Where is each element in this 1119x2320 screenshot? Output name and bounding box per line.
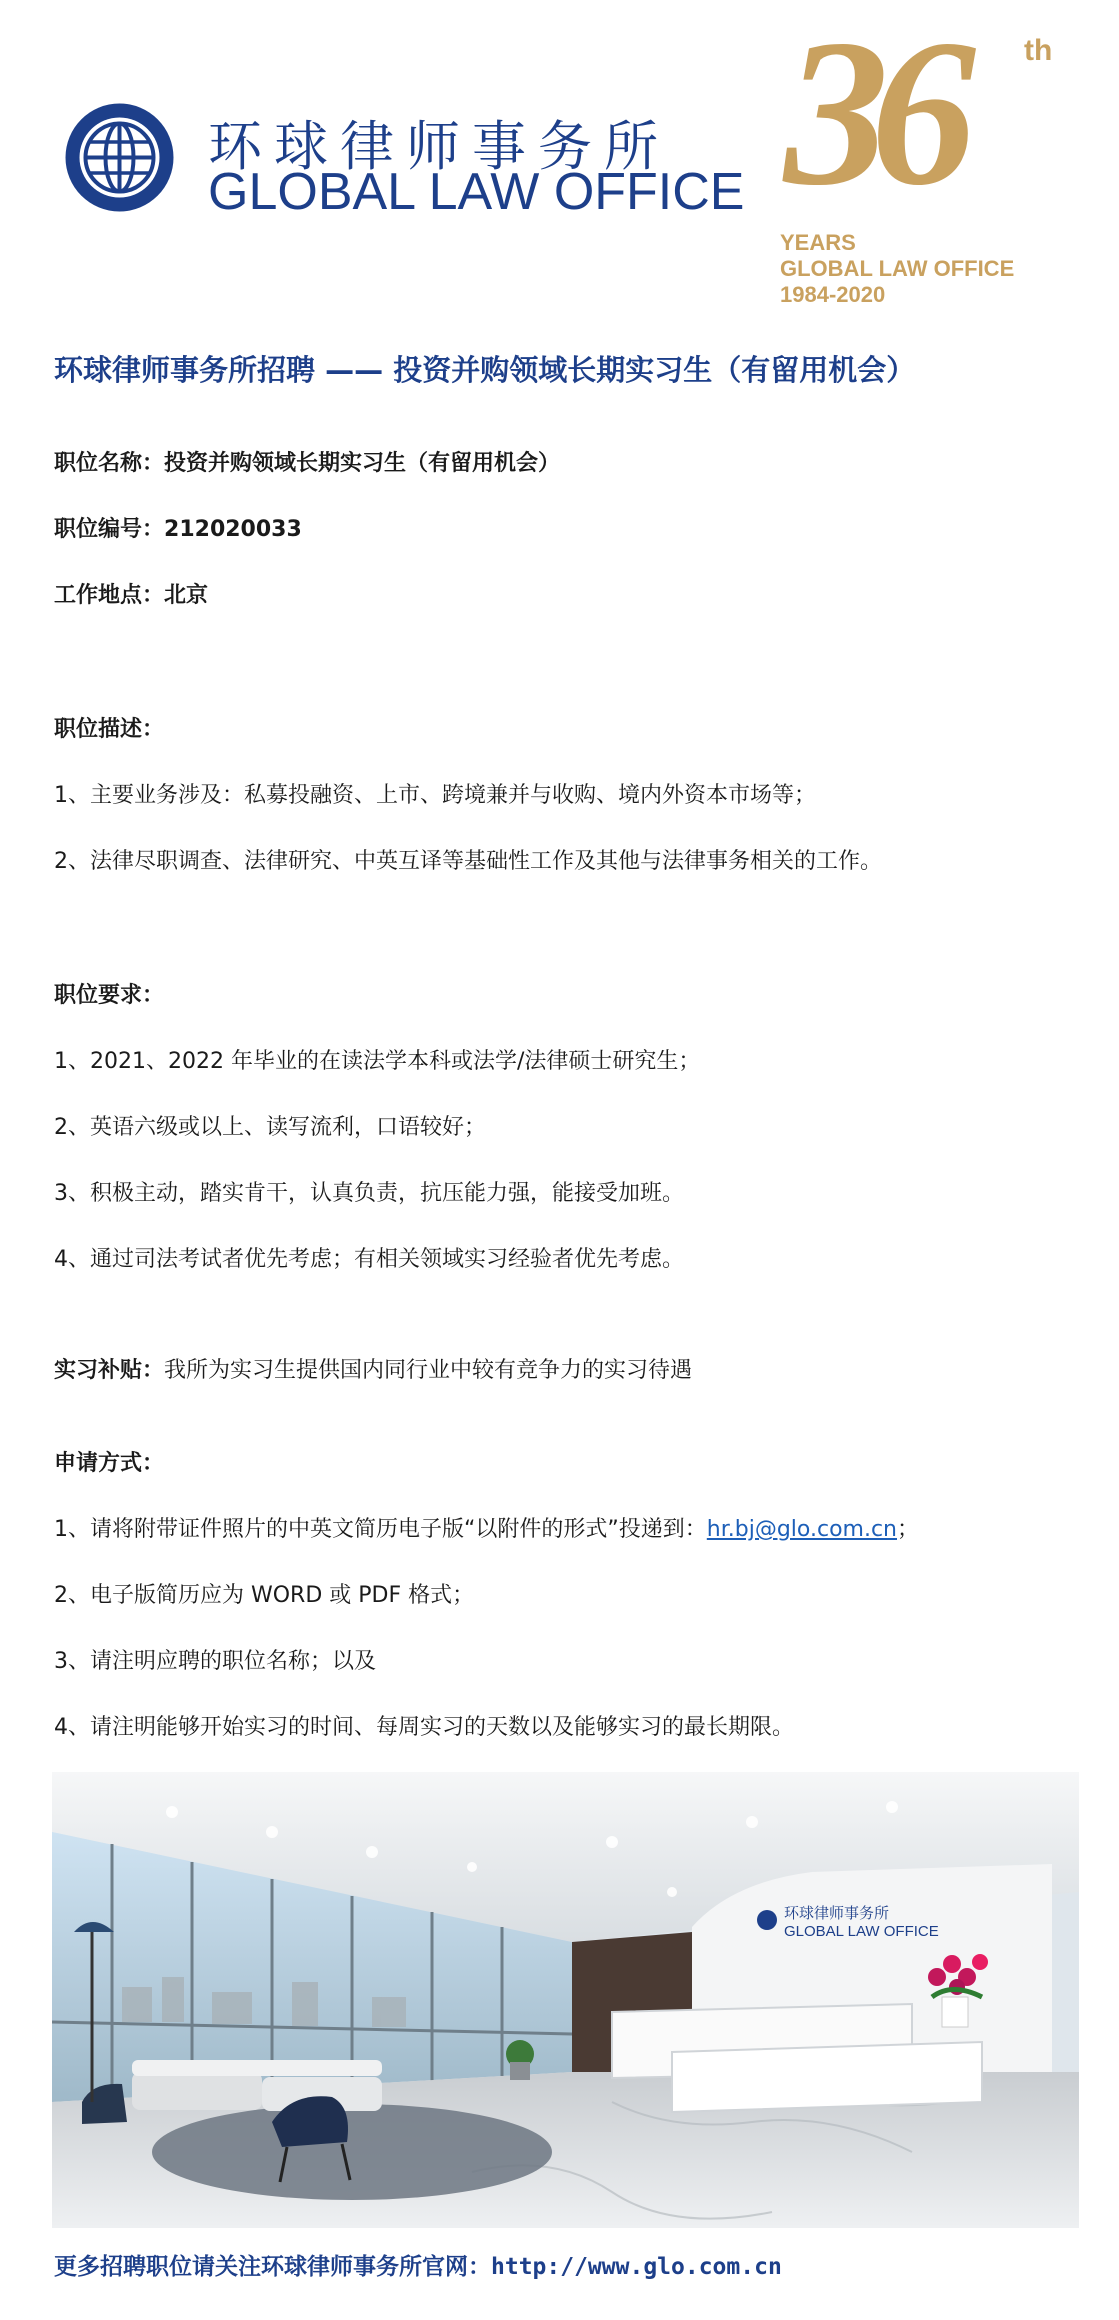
website-link[interactable]: http://www.glo.com.cn — [491, 2254, 782, 2280]
position-number-label: 职位编号： — [54, 517, 165, 542]
application-item: 2、电子版简历应为 WORD 或 PDF 格式； — [54, 1583, 475, 1608]
subsidy-value: 我所为实习生提供国内同行业中较有竞争力的实习待遇 — [164, 1358, 693, 1383]
footer-text: 更多招聘职位请关注环球律师事务所官网： — [54, 2254, 491, 2280]
work-location — [54, 578, 208, 609]
application-heading: 申请方式： — [54, 1451, 165, 1476]
globe-logo-icon — [62, 100, 177, 215]
description-item: 2、法律尽职调查、法律研究、中英互译等基础性工作及其他与法律事务相关的工作。 — [54, 849, 882, 874]
position-number — [54, 512, 302, 543]
requirement-item: 4、通过司法考试者优先考虑；有相关领域实习经验者优先考虑。 — [54, 1247, 684, 1272]
email-link[interactable]: hr.bj@glo.com.cn — [706, 1517, 897, 1542]
firm-name-en: GLOBAL LAW OFFICE — [208, 163, 745, 221]
description-heading: 职位描述： — [54, 717, 165, 742]
firm-name-cn: 环球律师事务所 — [208, 115, 670, 178]
requirement-item: 3、积极主动，踏实肯干，认真负责，抗压能力强，能接受加班。 — [54, 1181, 684, 1206]
wall-sign-cn: 环球律师事务所 — [784, 1904, 890, 1922]
requirement-item: 1、2021、2022 年毕业的在读法学本科或法学/法律硕士研究生； — [54, 1049, 701, 1074]
application-item: 4、请注明能够开始实习的时间、每周实习的天数以及能够实习的最长期限。 — [54, 1715, 794, 1740]
description-item: 1、主要业务涉及：私募投融资、上市、跨境兼并与收购、境内外资本市场等； — [54, 783, 816, 808]
work-location-label: 工作地点： — [54, 583, 165, 608]
wall-sign-en: GLOBAL LAW OFFICE — [784, 1923, 939, 1940]
application-item: 3、请注明应聘的职位名称；以及 — [54, 1649, 376, 1674]
requirements-heading: 职位要求： — [54, 983, 165, 1008]
anniversary-firm: GLOBAL LAW OFFICE — [780, 256, 1015, 281]
subsidy-label: 实习补贴： — [54, 1358, 165, 1383]
anniversary-badge — [770, 0, 1070, 310]
anniversary-number: 36 — [784, 0, 958, 229]
position-name — [54, 446, 560, 477]
position-number-value: 212020033 — [164, 517, 302, 542]
anniversary-suffix: th — [1024, 34, 1053, 67]
anniversary-range: 1984-2020 — [780, 282, 886, 307]
requirement-item: 2、英语六级或以上、读写流利，口语较好； — [54, 1115, 486, 1140]
position-name-value: 投资并购领域长期实习生（有留用机会） — [164, 451, 561, 476]
application-item-end: ； — [897, 1517, 920, 1542]
office-lobby-illustration — [52, 1772, 1079, 2228]
footer-website-note — [54, 2248, 782, 2281]
application-item — [54, 1512, 919, 1543]
work-location-value: 北京 — [164, 583, 209, 608]
anniversary-years: YEARS — [780, 230, 856, 255]
office-lobby-photo — [52, 1772, 1079, 2228]
page-title: 环球律师事务所招聘 —— 投资并购领域长期实习生（有留用机会） — [54, 353, 916, 387]
internship-subsidy — [54, 1353, 692, 1384]
application-item-text: 1、请将附带证件照片的中英文简历电子版“以附件的形式”投递到： — [54, 1517, 707, 1542]
position-name-label: 职位名称： — [54, 451, 165, 476]
